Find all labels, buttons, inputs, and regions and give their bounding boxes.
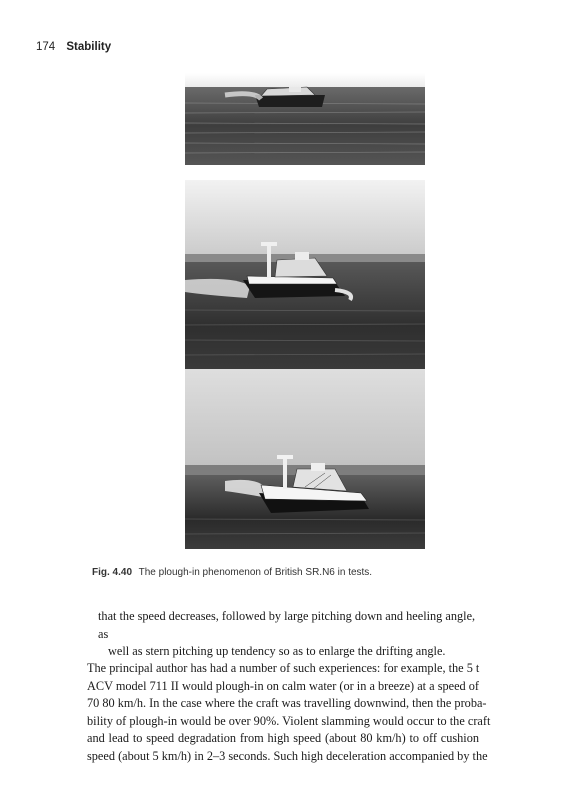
text-line: bility of plough-in would be over 90%. Violent slamming would occur to the craft [87, 713, 491, 728]
figure-caption-text: The plough-in phenomenon of British SR.N6 in tests. [138, 567, 373, 578]
photo-craft-plough-in-1 [185, 180, 425, 369]
running-header [36, 41, 111, 53]
photo-craft-distant [185, 73, 425, 165]
text-line: and lead to speed degradation from high speed (about 80 km/h) to off cushion [87, 731, 479, 746]
photo-craft-plough-in-2 [185, 369, 425, 549]
body-paragraph [87, 660, 491, 766]
figure-caption [92, 567, 372, 578]
text-line: The principal author has had a number of such experiences: for example, the 5 t [87, 661, 480, 675]
page-number: 174 [36, 41, 56, 53]
text-line: ACV model 711 II would plough-in on calm water (or in a breeze) at a speed of [87, 678, 480, 693]
text-line: well as stern pitching up tendency so as to enlarge the drifting angle. [108, 644, 446, 658]
text-line: speed (about 5 km/h) in 2–3 seconds. Such high deceleration accompanied by the [87, 748, 488, 763]
section-title: Stability [66, 41, 112, 53]
text-line: that the speed decreases, followed by large pitching down and heeling angle, as [98, 609, 476, 641]
figure-label: Fig. 4.40 [92, 567, 133, 578]
list-item-continuation [98, 608, 478, 661]
text-line: 70 80 km/h. In the case where the craft was travelling downwind, then the proba- [87, 696, 487, 711]
